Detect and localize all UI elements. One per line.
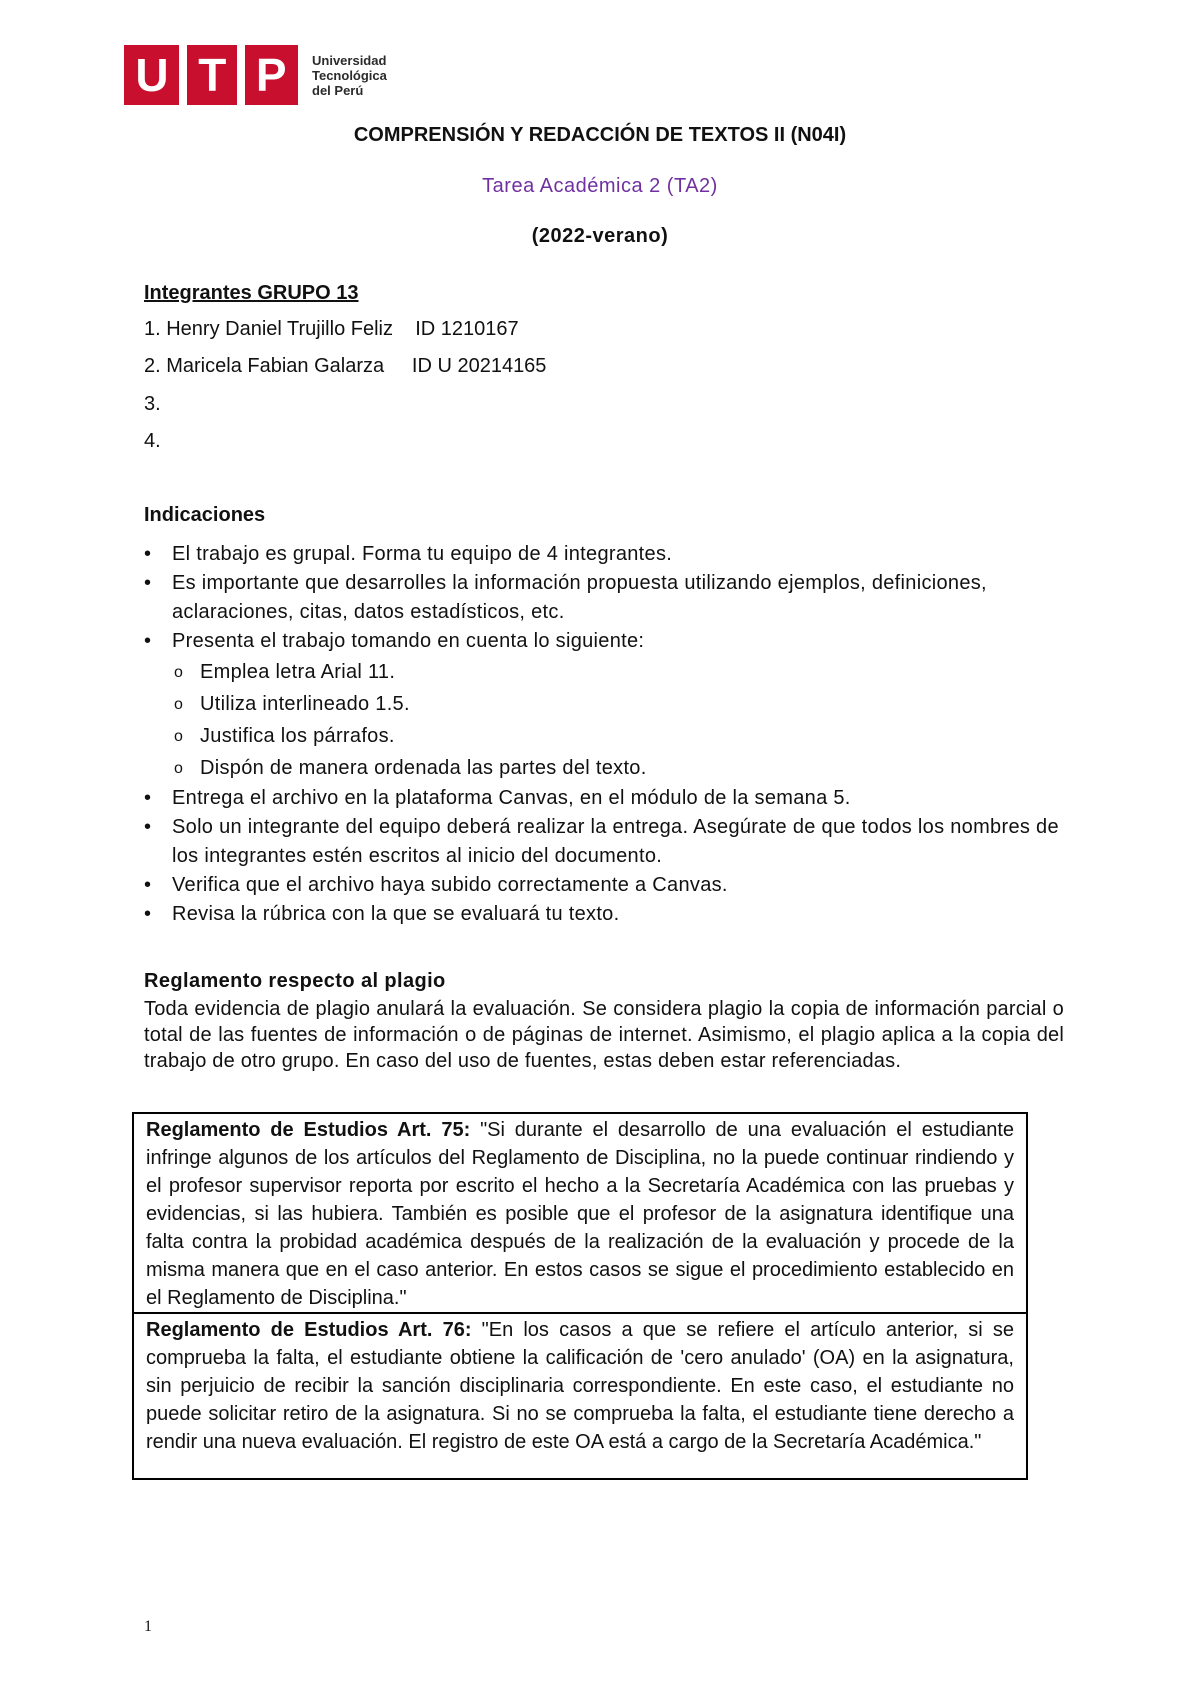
logo-letter-t: T (198, 49, 227, 101)
instructions-list (144, 540, 1064, 929)
logo-wordmark (312, 53, 387, 98)
logo-letter-u: U (135, 49, 169, 101)
instruction-text: Entrega el archivo en la plataforma Canvas, en el módulo de la semana 5. (172, 787, 851, 809)
instruction-item (144, 540, 1064, 569)
instructions-heading: Indicaciones (144, 504, 266, 526)
instruction-item (144, 569, 1064, 627)
member-item: 4. (144, 430, 161, 452)
logo-separator (237, 45, 245, 105)
plagiarism-body: Toda evidencia de plagio anulará la evaluación. Se considera plagio la copia de información parcial o total de las fuentes de información o de páginas de internet. Asimismo, el plagio aplica a la copia del trabajo de otro grupo. En caso del uso de fuentes, estas deben estar referenciadas. (144, 998, 1064, 1072)
instruction-text: Presenta el trabajo tomando en cuenta lo siguiente: (172, 630, 645, 652)
utp-logo (124, 45, 387, 105)
instruction-text: Solo un integrante del equipo deberá realizar la entrega. Asegúrate de que todos los nombres de los integrantes estén escritos al inicio del documento. (172, 816, 1059, 867)
member-item: 1. Henry Daniel Trujillo Feliz ID 1210167 (144, 318, 519, 340)
article-text: "Si durante el desarrollo de una evaluación el estudiante infringe algunos de los artículos del Reglamento de Disciplina, no la puede continuar rindiendo y el profesor supervisor reporta por escrito el hecho a la Secretaría Académica con las pruebas y evidencias, si las hubiera. También es posible que el profesor de la asignatura identifique una falta contra la probidad académica después de la realización de la evaluación y procede de la misma manera que en el caso anterior. En estos casos se sigue el procedimiento establecido en el Reglamento de Disciplina." (146, 1119, 1015, 1309)
format-item (172, 720, 1064, 752)
members-heading: Integrantes GRUPO 13 (144, 282, 359, 304)
format-item (172, 688, 1064, 720)
article-label: Reglamento de Estudios Art. 76: (146, 1319, 472, 1341)
course-title: COMPRENSIÓN Y REDACCIÓN DE TEXTOS II (N04I) (353, 124, 847, 146)
page-number: 1 (144, 1618, 152, 1635)
instruction-item (144, 900, 1064, 929)
article-76-box (132, 1312, 1028, 1480)
logo-text-line: del Perú (312, 82, 364, 98)
format-text: Justifica los párrafos. (200, 725, 395, 747)
instruction-text: Verifica que el archivo haya subido correctamente a Canvas. (172, 874, 728, 896)
format-text: Dispón de manera ordenada las partes del texto. (200, 757, 647, 779)
member-item: 3. (144, 393, 161, 415)
instruction-item (144, 813, 1064, 871)
plagiarism-heading: Reglamento respecto al plagio (144, 970, 446, 992)
instruction-item (144, 871, 1064, 900)
logo-letter-p: P (255, 49, 287, 101)
format-text: Emplea letra Arial 11. (200, 661, 396, 683)
logo-text-line: Tecnológica (312, 67, 387, 83)
instruction-text: El trabajo es grupal. Forma tu equipo de 4 integrantes. (172, 543, 673, 565)
instruction-text: Es importante que desarrolles la información propuesta utilizando ejemplos, definiciones, aclaraciones, citas, datos estadísticos, etc. (172, 572, 987, 623)
format-text: Utiliza interlineado 1.5. (200, 693, 410, 715)
member-item: 2. Maricela Fabian Galarza ID U 20214165 (144, 355, 547, 377)
article-text: "En los casos a que se refiere el artículo anterior, si se comprueba la falta, el estudiante obtiene la calificación de 'cero anulado' (OA) en la asignatura, sin perjuicio de recibir la sanción disciplinaria correspondiente. En este caso, el estudiante no puede solicitar retiro de la asignatura. Si no se comprueba la falta, el estudiante tiene derecho a rendir una nueva evaluación. El registro de este OA está a cargo de la Secretaría Académica." (146, 1319, 1014, 1453)
instruction-item (144, 627, 1064, 784)
format-item (172, 752, 1064, 784)
logo-text-line: Universidad (312, 52, 387, 68)
format-item (172, 656, 1064, 688)
utp-logo-mark (124, 45, 298, 105)
instruction-item (144, 784, 1064, 813)
task-title: Tarea Académica 2 (TA2) (482, 175, 718, 197)
instruction-text: Revisa la rúbrica con la que se evaluará tu texto. (172, 903, 620, 925)
logo-separator (179, 45, 187, 105)
article-75-box (132, 1112, 1028, 1314)
term-label: (2022-verano) (531, 225, 669, 247)
article-label: Reglamento de Estudios Art. 75: (146, 1119, 471, 1141)
format-sublist (172, 656, 1064, 784)
